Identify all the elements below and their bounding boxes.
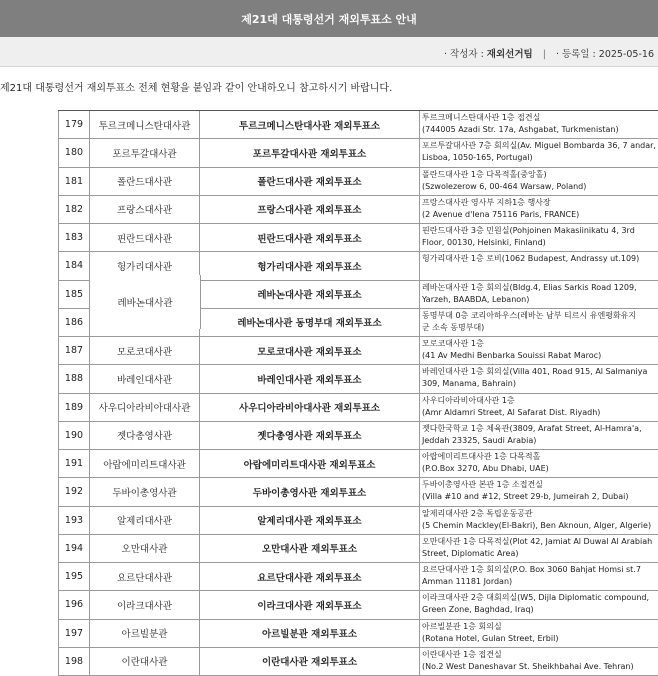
address-line-1: 투르크메니스탄대사관 1층 접견실 bbox=[422, 113, 541, 122]
address-line-1: 동명부대 0층 코리아하우스(레바논 남부 티르시 유엔평화유지 bbox=[422, 310, 637, 320]
row-number: 197 bbox=[58, 620, 90, 647]
polling-station-name: 이란대사관 재외투표소 bbox=[200, 648, 420, 675]
row-number: 192 bbox=[58, 478, 90, 505]
polling-station-name: 요르단대사관 재외투표소 bbox=[200, 563, 420, 590]
table-row bbox=[58, 535, 658, 563]
address-line-2: Floor, 00130, Helsinki, Finland) bbox=[422, 238, 546, 247]
row-number: 194 bbox=[58, 535, 90, 562]
table-row bbox=[58, 591, 658, 619]
address-line-1: 오만대사관 1층 다목적실(Plot 42, Jamiat Al Duwal Al Arabiah bbox=[422, 536, 653, 546]
mission-name-merged: 레바논대사관 bbox=[90, 275, 201, 330]
address-line-2: (5 Chemin Mackley(El-Bakri), Ben Aknoun, Alger, Algerie) bbox=[422, 520, 652, 530]
polling-station-name: 이라크대사관 재외투표소 bbox=[200, 591, 420, 618]
station-address bbox=[420, 224, 658, 251]
row-number: 183 bbox=[58, 224, 90, 251]
address-line-2: Street, Diplomatic Area) bbox=[422, 548, 519, 558]
mission-name: 알제리대사관 bbox=[90, 507, 200, 534]
address-line-2: (P.O.Box 3270, Abu Dhabi, UAE) bbox=[422, 464, 549, 473]
address-line-2: Amman 11181 Jordan) bbox=[422, 577, 513, 586]
mission-name: 헝가리대사관 bbox=[90, 252, 200, 279]
mission-name: 바레인대사관 bbox=[90, 365, 200, 392]
polling-station-name: 아랍에미리트대사관 재외투표소 bbox=[200, 450, 420, 477]
mission-name: 젯다총영사관 bbox=[90, 422, 200, 449]
address-line-1: 폴란드대사관 1층 다목적홀(중앙홀) bbox=[422, 169, 547, 179]
address-line-2: (744005 Azadi Str. 17a, Ashgabat, Turkmenistan) bbox=[422, 125, 619, 134]
polling-station-name: 핀란드대사관 재외투표소 bbox=[200, 224, 420, 251]
mission-name: 요르단대사관 bbox=[90, 563, 200, 590]
address-line-1: 두바이총영사관 본관 1층 소접견실 bbox=[422, 480, 543, 490]
address-line-1: 사우디아라비아대사관 1층 bbox=[422, 395, 515, 405]
post-meta-bar: · 작성자 : 재외선거팀 | · 등록일 : 2025-05-16 bbox=[0, 37, 658, 67]
station-address bbox=[420, 168, 658, 195]
polling-station-name: 포르투갈대사관 재외투표소 bbox=[200, 139, 420, 166]
polling-station-name: 프랑스대사관 재외투표소 bbox=[200, 196, 420, 223]
address-line-2: (41 Av Medhi Benbarka Souissi Rabat Maroc) bbox=[422, 351, 602, 360]
row-number: 198 bbox=[58, 648, 90, 675]
row-number: 184 bbox=[58, 252, 90, 279]
address-line-2: (Rotana Hotel, Gulan Street, Erbil) bbox=[422, 633, 559, 643]
address-line-2: (Villa #10 and #12, Street 29-b, Jumeirah 2, Dubai) bbox=[422, 492, 629, 502]
mission-name: 사우디아라비아대사관 bbox=[90, 394, 200, 421]
row-number: 180 bbox=[58, 139, 90, 166]
polling-station-name: 오만대사관 재외투표소 bbox=[200, 535, 420, 562]
mission-name: 두바이총영사관 bbox=[90, 478, 200, 505]
row-number: 195 bbox=[58, 563, 90, 590]
polling-station-name: 두바이총영사관 재외투표소 bbox=[200, 478, 420, 505]
station-address bbox=[420, 394, 658, 421]
date-value: 2025-05-16 bbox=[598, 49, 654, 60]
table-row bbox=[58, 365, 658, 393]
row-number: 193 bbox=[58, 507, 90, 534]
address-line-2: (No.2 West Daneshavar St. Sheikhbahai Ave. Tehran) bbox=[422, 661, 634, 671]
mission-name: 모로코대사관 bbox=[90, 337, 200, 364]
address-line-1: 알제리대사관 2층 독립운동공관 bbox=[422, 508, 533, 518]
mission-name: 이라크대사관 bbox=[90, 591, 200, 618]
page-title: 제21대 대통령선거 재외투표소 안내 bbox=[241, 12, 417, 26]
table-row bbox=[58, 168, 658, 196]
address-line-2: 309, Manama, Bahrain) bbox=[422, 379, 516, 389]
station-address bbox=[420, 111, 658, 138]
table-row bbox=[58, 563, 658, 591]
polling-station-name: 폴란드대사관 재외투표소 bbox=[200, 168, 420, 195]
table-row bbox=[58, 394, 658, 422]
station-address bbox=[420, 591, 658, 618]
polling-station-name: 레바논대사관 재외투표소 bbox=[200, 281, 420, 308]
date-label: 등록일 : bbox=[562, 49, 599, 60]
address-line-2: Lisboa, 1050-165, Portugal) bbox=[422, 153, 533, 163]
address-line-1: 이란대사관 1층 접견실 bbox=[422, 649, 502, 659]
address-line-1: 요르단대사관 1층 회의실(P.O. Box 3060 Bahjat Homsi st.7 bbox=[422, 565, 641, 574]
address-line-2: Green Zone, Baghdad, Iraq) bbox=[422, 605, 534, 615]
station-address bbox=[420, 620, 658, 647]
mission-name: 폴란드대사관 bbox=[90, 168, 200, 195]
polling-station-name: 알제리대사관 재외투표소 bbox=[200, 507, 420, 534]
station-address bbox=[420, 478, 658, 505]
address-line-1: 모로코대사관 1층 bbox=[422, 339, 484, 348]
row-number: 179 bbox=[58, 111, 90, 138]
table-row bbox=[58, 507, 658, 535]
address-line-1: 이라크대사관 2층 대회의실(W5, Dijla Diplomatic compound, bbox=[422, 593, 650, 603]
mission-name: 아르빌분관 bbox=[90, 620, 200, 647]
station-address bbox=[420, 365, 658, 392]
author-value: 재외선거팀 bbox=[486, 49, 533, 60]
mission-name: 아랍에미리트대사관 bbox=[90, 450, 200, 477]
row-number: 190 bbox=[58, 422, 90, 449]
table-row bbox=[58, 196, 658, 224]
row-number: 185 bbox=[58, 281, 90, 308]
table-row bbox=[58, 111, 658, 139]
row-number: 182 bbox=[58, 196, 90, 223]
address-line-1: 포르투갈대사관 7층 회의실(Av. Miguel Bombarda 36, 7 andar, bbox=[422, 141, 656, 151]
address-line-2: (Amr Aldamri Street, Al Safarat Dist. Riyadh) bbox=[422, 407, 601, 417]
intro-text: 제21대 대통령선거 재외투표소 전체 현황을 붙임과 같이 안내하오니 참고하시기 바랍니다. bbox=[0, 83, 393, 94]
polling-station-name: 아르빌분관 재외투표소 bbox=[200, 620, 420, 647]
row-number: 186 bbox=[58, 309, 90, 336]
address-line-1: 아르빌분관 1층 회의실 bbox=[422, 621, 502, 631]
address-line-1: 레바논대사관 1층 회의실(Bldg.4, Elias Sarkis Road 1209, bbox=[422, 282, 637, 292]
polling-station-name: 레바논대사관 동명부대 재외투표소 bbox=[200, 309, 420, 336]
station-address bbox=[420, 196, 658, 223]
table-row bbox=[58, 620, 658, 648]
table-row bbox=[58, 450, 658, 478]
polling-station-name: 헝가리대사관 재외투표소 bbox=[200, 252, 420, 279]
table-row bbox=[58, 648, 658, 676]
address-line-2: Yarzeh, BAABDA, Lebanon) bbox=[422, 294, 530, 304]
mission-name: 프랑스대사관 bbox=[90, 196, 200, 223]
row-number: 189 bbox=[58, 394, 90, 421]
address-line-1: 핀란드대사관 3층 민원실(Pohjoinen Makasiinikatu 4, 3rd bbox=[422, 226, 635, 235]
row-number: 181 bbox=[58, 168, 90, 195]
address-line-2: (Szwolezerow 6, 00-464 Warsaw, Poland) bbox=[422, 181, 587, 191]
row-number: 187 bbox=[58, 337, 90, 364]
address-line-2: Jeddah 23325, Saudi Arabia) bbox=[422, 435, 537, 445]
mission-name: 오만대사관 bbox=[90, 535, 200, 562]
address-line-2: (2 Avenue d'Iena 75116 Paris, FRANCE) bbox=[422, 209, 580, 219]
station-address bbox=[420, 648, 658, 675]
mission-name: 포르투갈대사관 bbox=[90, 139, 200, 166]
table-row bbox=[58, 224, 658, 252]
mission-name: 투르크메니스탄대사관 bbox=[90, 111, 200, 138]
polling-station-name: 바레인대사관 재외투표소 bbox=[200, 365, 420, 392]
row-number: 188 bbox=[58, 365, 90, 392]
address-line-1: 젯다한국학교 1층 체육관(3809, Arafat Street, Al-Hamra'a, bbox=[422, 423, 642, 433]
mission-name: 이란대사관 bbox=[90, 648, 200, 675]
station-address bbox=[420, 252, 658, 279]
station-address bbox=[420, 337, 658, 364]
address-line-1: 바레인대사관 1층 회의실(Villa 401, Road 915, Al Salmaniya bbox=[422, 367, 648, 377]
polling-station-name: 모로코대사관 재외투표소 bbox=[200, 337, 420, 364]
station-address bbox=[420, 507, 658, 534]
address-line-2: 군 소속 동명부대) bbox=[422, 322, 485, 332]
station-address bbox=[420, 535, 658, 562]
polling-station-name: 투르크메니스탄대사관 재외투표소 bbox=[200, 111, 420, 138]
polling-station-table bbox=[58, 110, 658, 676]
polling-station-name: 사우디아라비아대사관 재외투표소 bbox=[200, 394, 420, 421]
page-header bbox=[0, 0, 658, 37]
row-number: 191 bbox=[58, 450, 90, 477]
station-address bbox=[420, 422, 658, 449]
table-row bbox=[58, 139, 658, 167]
address-line-1: 아랍에미리트대사관 1층 다목적홀 bbox=[422, 452, 541, 461]
station-address bbox=[420, 309, 658, 336]
address-line-1: 프랑스대사관 영사부 지하1층 행사장 bbox=[422, 197, 551, 207]
table-row bbox=[58, 337, 658, 365]
table-row bbox=[58, 478, 658, 506]
station-address bbox=[420, 281, 658, 308]
polling-station-name: 젯다총영사관 재외투표소 bbox=[200, 422, 420, 449]
table-row bbox=[58, 422, 658, 450]
station-address bbox=[420, 450, 658, 477]
mission-name: 핀란드대사관 bbox=[90, 224, 200, 251]
station-address bbox=[420, 563, 658, 590]
address-line-1: 헝가리대사관 1층 로비(1062 Budapest, Andrassy ut.109) bbox=[422, 254, 640, 264]
author-label: 작성자 : bbox=[450, 49, 487, 60]
station-address bbox=[420, 139, 658, 166]
row-number: 196 bbox=[58, 591, 90, 618]
